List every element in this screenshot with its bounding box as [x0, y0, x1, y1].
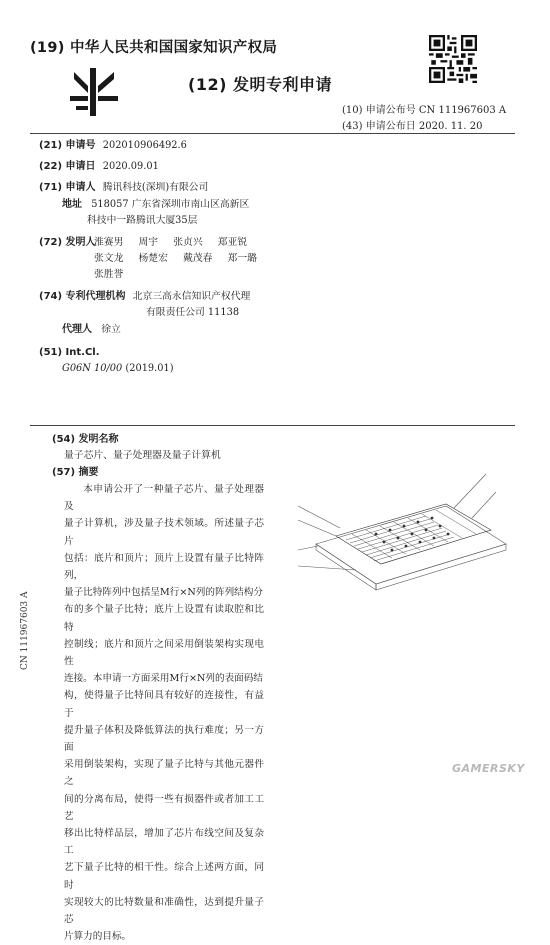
- address-line-1: 518057 广东省深圳市南山区高新区: [91, 199, 250, 210]
- application-number: 202010906492.6: [102, 140, 187, 151]
- inventor-name: 张贞兴: [173, 237, 203, 248]
- abstract-line: 实现较大的比特数量和准确性，达到提升量子芯: [64, 896, 264, 926]
- inventors-line-2: [94, 251, 269, 266]
- abstract-line: 艺下量子比特的相干性。综合上述两方面，同时: [64, 862, 264, 891]
- inventor-name: 周宇: [138, 237, 159, 248]
- abstract-line: 本申请公开了一种量子芯片、量子处理器及: [64, 484, 264, 513]
- abstract-line: 量子计算机，涉及量子技术领域。所述量子芯片: [64, 518, 264, 547]
- abstract-line: 量子比特阵列中包括呈M行×N列的阵列结构分: [64, 587, 263, 599]
- chip-structure-figure: [296, 466, 516, 608]
- application-number-label: (21) 申请号: [39, 140, 96, 151]
- applicant: 腾讯科技(深圳)有限公司: [102, 182, 209, 193]
- address-label: 地址: [62, 199, 82, 210]
- inventors-row: [39, 235, 96, 250]
- abstract-line: 间的分离布局，使得一些有损器件或者加工工艺: [64, 793, 264, 822]
- inventor-name: 淮赛男: [94, 237, 124, 248]
- abstract-line: 控制线；底片和顶片之间采用倒装架构实现电性: [64, 638, 264, 668]
- inventor-name: 戴茂春: [183, 253, 213, 264]
- address-row: [62, 197, 249, 212]
- abstract-line: 包括：底片和顶片；顶片上设置有量子比特阵列，: [64, 552, 264, 582]
- abstract-line: 片算力的目标。: [64, 931, 132, 943]
- abstract-line: 提升量子体积及降低算法的执行难度；另一方面: [64, 724, 264, 754]
- document-type: (12) 发明专利申请: [188, 75, 332, 94]
- int-cl-year: (2019.01): [125, 363, 174, 374]
- invention-title: 量子芯片、量子处理器及量子计算机: [64, 450, 221, 461]
- filing-date-label: (22) 申请日: [39, 161, 96, 172]
- agency-row: [39, 289, 250, 304]
- applicant-row: [39, 180, 208, 195]
- abstract-line: 构，使得量子比特间具有较好的连接性，有益于: [64, 690, 264, 719]
- agency-label: (74) 专利代理机构: [39, 291, 126, 302]
- agency-line-2: 有限责任公司 11138: [146, 307, 240, 318]
- inventors-line-3: [94, 267, 135, 282]
- inventor-name: 郑一璐: [227, 253, 257, 264]
- invention-title-label-row: [52, 432, 119, 447]
- agent: 徐立: [101, 324, 121, 335]
- address-line-2: 科技中一路腾讯大厦35层: [87, 215, 198, 226]
- abstract-label-row: [52, 465, 99, 480]
- office-name: (19) 中华人民共和国国家知识产权局: [30, 40, 278, 56]
- patent-office-logo-icon: [66, 66, 122, 118]
- int-cl-code: G06N 10/00: [62, 363, 123, 374]
- abstract-label: (57) 摘要: [52, 467, 99, 478]
- header-divider: [30, 133, 515, 134]
- side-publication-number: CN 111967603 A: [20, 591, 30, 670]
- applicant-label: (71) 申请人: [39, 182, 96, 193]
- inventor-name: 郑亚锐: [217, 237, 248, 248]
- inventor-name: 杨楚宏: [138, 253, 168, 264]
- abstract-text: [64, 481, 264, 945]
- agent-label: 代理人: [62, 324, 92, 335]
- publication-date: (43) 申请公布日 2020. 11. 20: [342, 121, 483, 132]
- int-cl-classification: [62, 361, 174, 376]
- qr-code-icon: [429, 35, 477, 83]
- filing-date: 2020.09.01: [102, 161, 159, 172]
- int-cl-label: (51) Int.Cl.: [39, 347, 100, 358]
- abstract-line: 采用倒装架构，实现了量子比特与其他元器件之: [64, 759, 264, 788]
- int-cl-row: [39, 345, 100, 360]
- watermark: GAMERSKY: [452, 762, 525, 775]
- inventor-name: 张胜誉: [94, 269, 124, 280]
- inventors-label: (72) 发明人: [39, 237, 96, 248]
- invention-title-label: (54) 发明名称: [52, 434, 119, 445]
- abstract-line: 布的多个量子比特；底片上设置有读取腔和比特: [64, 604, 264, 633]
- agency-line-1: 北京三高永信知识产权代理: [132, 291, 251, 302]
- publication-number: (10) 申请公布号 CN 111967603 A: [342, 105, 507, 116]
- inventor-name: 张文龙: [94, 253, 124, 264]
- biblio-divider: [30, 425, 515, 426]
- abstract-line: 连接。本申请一方面采用M行×N列的表面码结: [64, 673, 263, 685]
- inventors-line-1: [94, 235, 259, 250]
- application-number-row: [39, 138, 187, 153]
- agent-row: [62, 322, 121, 337]
- abstract-line: 移出比特样品层，增加了芯片布线空间及复杂工: [64, 828, 264, 857]
- filing-date-row: [39, 159, 159, 174]
